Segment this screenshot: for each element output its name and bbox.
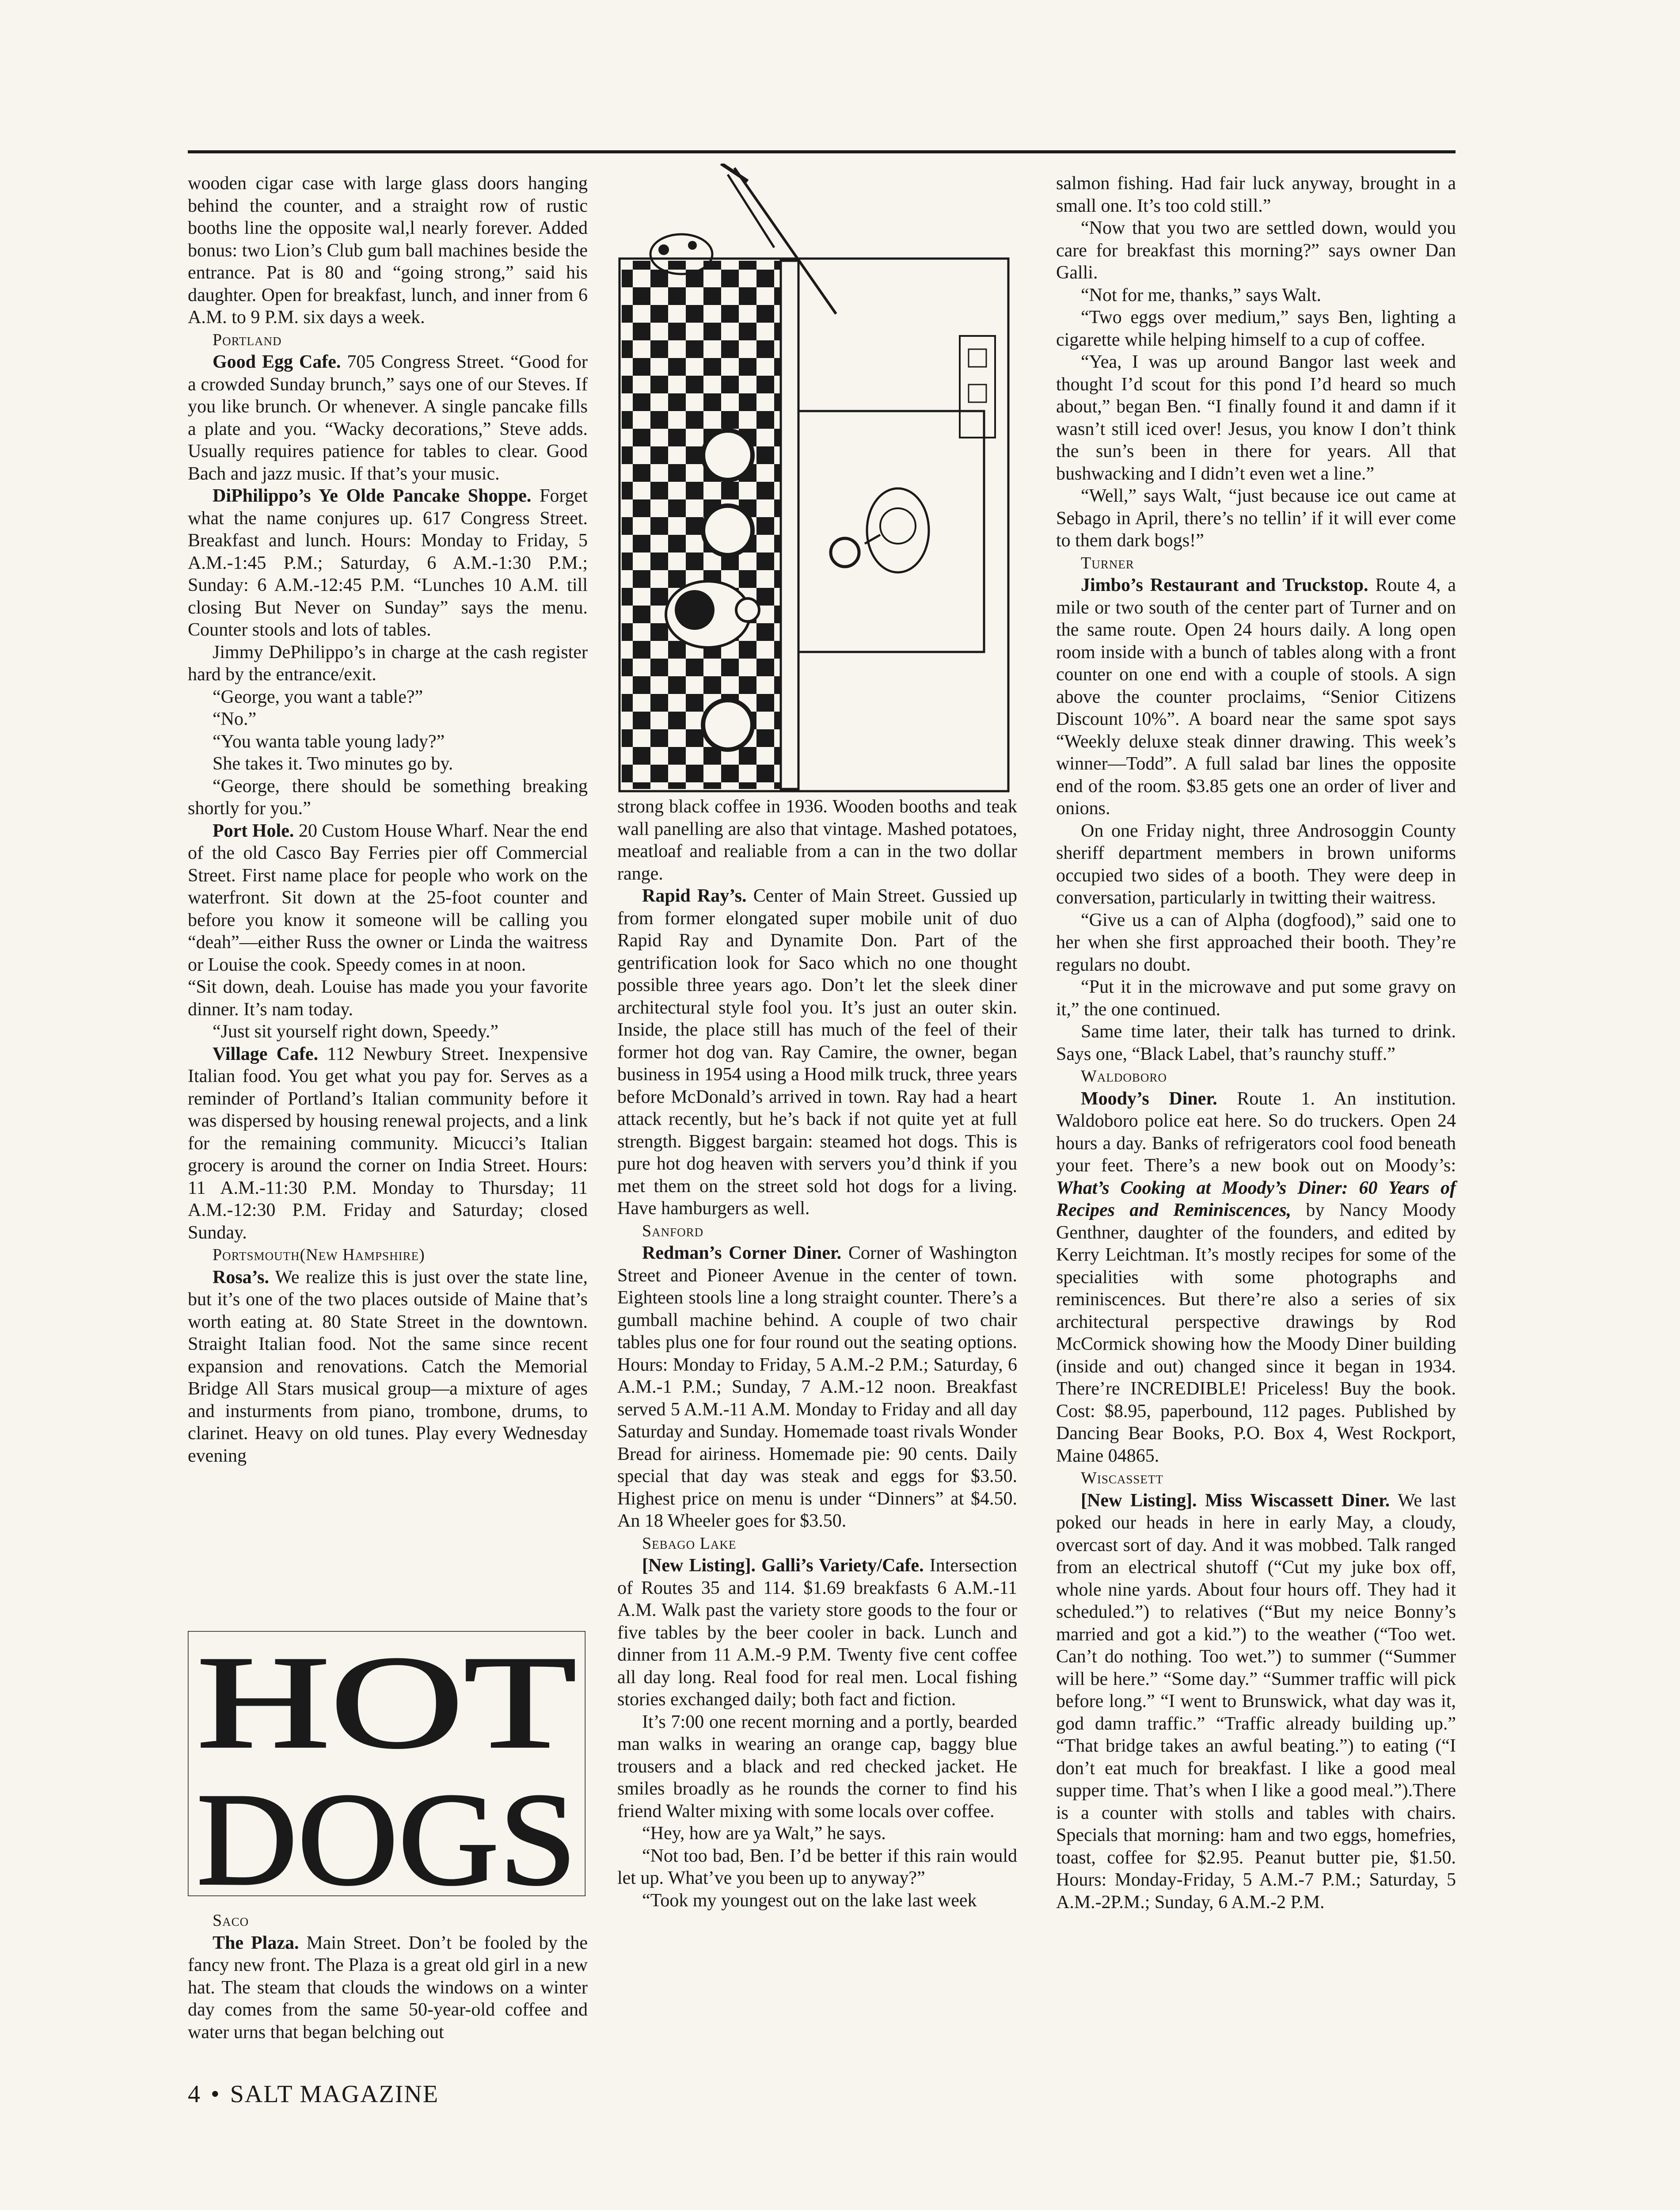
dialogue-line: “Not too bad, Ben. I’d be better if this rain would let up. What’ve you been up to anyway?” [617, 1845, 1017, 1888]
listing-moodys: Moody’s Diner. Route 1. An institution. Waldoboro police eat here. So do truckers. Open 24 hours a day. Banks of refrigerators cool food beneath your feet. There’s a new book out on Moody’s: What’s Cooking at Moody’s Diner: 60 Years of Recipes and Reminiscences, by Nancy Moody Genthner, daughter of the founders, and edited by Kerry Leichtman. It’s mostly recipes for some of the specialities with some photographs and reminiscences. But there’re also a series of six architectural perspective drawings by Rod McCormick showing how the Moody Diner building (inside and out) changed since it began in 1934. There’re INCREDIBLE! Priceless! Buy the book. Cost: $8.95, paperbound, 112 pages. Published by Dancing Bear Books, P.O. Box 4, West Rockport, Maine 04865. [1056, 1088, 1456, 1466]
paragraph: She takes it. Two minutes go by. [213, 754, 453, 774]
listing-miss-wiscassett: [New Listing]. Miss Wiscassett Diner. We last poked our heads in here in early May, a cloudy, overcast sort of day. And it was mobbed. Talk ranged from an electrical shutoff (“Cut my juke box off, whole nine yards. About four hours off. They had it scheduled.”) to relatives (“But my neice Bonny’s married and got a kid.”) to the weather (“Too wet. Can’t do nothing. Too wet.”) to summer (“Summer will be here.” “Some day.” “Summer traffic will pick before long.” “I went to Brunswick, what day was it, god damn traffic.” “Traffic already building up.” “That bridge takes an awful beating.”) to eating (“I don’t eat much for breakfast. I like a good meal supper time. That’s when I like a good meal.”).There is a counter with stolls and tables with chairs. Specials that morning: ham and two eggs, homefries, toast, coffee for $2.95. Peanut butter pie, $1.50. Hours: Monday-Friday, 5 A.M.-7 P.M.; Saturday, 5 A.M.-2P.M.; Sunday, 6 A.M.-2 P.M. [1056, 1490, 1456, 1913]
listing-rapid-rays: Rapid Ray’s. Center of Main Street. Gussied up from former elongated super mobile unit of duo Rapid Ray and Dynamite Don. Part of the gentrification look for Saco which no one thought possible three years ago. Don’t let the sleek diner architectural style fool you. It’s just an outer skin. Inside, the place still has much of the feel of their former hot dog van. Ray Camire, the owner, began business in 1954 using a Hood milk truck, three years before McDonald’s arrived in town. Ray had a heart attack recently, but he’s back if not quite yet at full strength. Biggest bargain: steamed hot dogs. This is pure hot dog heaven with servers you’d think if you met them on the street sold hot dogs for a living. Have hamburgers as well. [617, 886, 1018, 1219]
dialogue-line: “George, there should be something breaking shortly for you.” [188, 776, 588, 819]
intro-paragraph: wooden cigar case with large glass doors hanging behind the counter, and a straight row of rustic booths line the opposite wal,l nearly forever. Added bonus: two Lion’s Club gum ball machines beside the entrance. Pat is 80 and “going strong,” said his daughter. Open for breakfast, lunch, and inner from 6 A.M. to 9 P.M. six days a week. [188, 173, 588, 328]
paragraph: Jimmy DePhilippo’s in charge at the cash register hard by the entrance/exit. [188, 642, 588, 685]
listing-name: Moody’s Diner. [1081, 1088, 1217, 1109]
column-3 [1056, 172, 1456, 1913]
book-title: What’s Cooking at Moody’s Diner: 60 Years of Recipes and Reminiscences, [1056, 1177, 1456, 1220]
section-heading-portsmouth: Portsmouth(New Hampshire) [213, 1246, 425, 1264]
dialogue-line: “You wanta table young lady?” [213, 731, 445, 752]
dialogue-line: “Not for me, thanks,” says Walt. [1081, 285, 1322, 305]
column-1-saco [188, 1909, 588, 2043]
section-heading-wiscassett: Wiscassett [1081, 1469, 1163, 1487]
dialogue-line: “George, you want a table?” [213, 686, 423, 707]
page-number: 4 [188, 2080, 201, 2108]
listing-name: Jimbo’s Restaurant and Truckstop. [1081, 575, 1368, 595]
section-heading-sebago: Sebago Lake [642, 1534, 737, 1553]
listing-port-hole: Port Hole. 20 Custom House Wharf. Near the end of the old Casco Bay Ferries pier off Commercial Street. First name place for people who work on the waterfront. Sit down at the 25-foot counter and before you know it someone will be calling you “deah”—either Russ the owner or Linda the waitress or Louise the cook. Speedy comes in at noon. [188, 820, 588, 975]
listing-name: Port Hole. [213, 820, 294, 841]
listing-name: Redman’s Corner Diner. [642, 1243, 842, 1263]
listing-rosas: Rosa’s. We realize this is just over the state line, but it’s one of the two places outside of Maine that’s worth eating at. 80 State Street in the downtown. Straight Italian food. Not the same since recent expansion and renovations. Catch the Memorial Bridge All Stars musical group—a mixture of ages and insturments from piano, trombone, drums, to clarinet. Heavy on old tunes. Play every Wednesday evening [188, 1267, 588, 1466]
paragraph: It’s 7:00 one recent morning and a portly, bearded man walks in wearing an orange cap, baggy blue trousers and a black and red checked jacket. He smiles broadly as he rounds the corner to find his friend Walter mixing with some locals over coffee. [617, 1711, 1017, 1821]
dialogue-line: “Two eggs over medium,” says Ben, lighting a cigarette while helping himself to a cup of coffee. [1056, 307, 1456, 350]
hot-word: HOT [197, 1631, 577, 1776]
dialogue-line: “Give us a can of Alpha (dogfood),” said one to her when she first approached their booth. They’re regulars no doubt. [1056, 910, 1456, 975]
column-1 [188, 172, 588, 1467]
hot-dogs-title-graphic [188, 1631, 585, 1896]
dialogue-line: “Well,” says Walt, “just because ice out came at Sebago in April, there’s no tellin’ if it will ever come to them dark bogs!” [1056, 486, 1456, 551]
paragraph: salmon fishing. Had fair luck anyway, brought in a small one. It’s too cold still.” [1056, 173, 1456, 216]
listing-plaza: The Plaza. Main Street. Don’t be fooled by the fancy new front. The Plaza is a great old girl in a new hat. The steam that clouds the windows on a winter day comes from the same 50-year-old coffee and water urns that began belching out [188, 1932, 588, 2042]
section-heading-sanford: Sanford [642, 1221, 704, 1240]
magazine-name: SALT MAGAZINE [230, 2080, 439, 2108]
listing-name: The Plaza. [213, 1932, 299, 1953]
paragraph: Same time later, their talk has turned to drink. Says one, “Black Label, that’s raunchy stuff.” [1056, 1021, 1456, 1064]
listing-diphilippo: DiPhilippo’s Ye Olde Pancake Shoppe. Forget what the name conjures up. 617 Congress Street. Breakfast and lunch. Hours: Monday to Friday, 5 A.M.-1:45 P.M.; Saturday, 6 A.M.-1:30 P.M.; Sunday: 6 A.M.-12:45 P.M. “Lunches 10 A.M. till closing But Never on Sunday” says the menu. Counter stools and lots of tables. [188, 486, 588, 640]
paragraph: strong black coffee in 1936. Wooden booths and teak wall panelling are also that vintage. Mashed potatoes, meatloaf and realiable from a can in the two dollar range. [617, 796, 1017, 884]
listing-name: Rosa’s. [213, 1267, 269, 1288]
listing-name: [New Listing]. Miss Wiscassett Diner. [1081, 1490, 1390, 1511]
listing-jimbos: Jimbo’s Restaurant and Truckstop. Route 4, a mile or two south of the center part of Turner and on the same route. Open 24 hours daily. A long open room inside with a bunch of tables along with a front counter on one end with a couple of stools. A sign above the counter proclaims, “Senior Citizens Discount 10%”. A board near the same spot says “Weekly deluxe steak dinner drawing. This week’s winner—Todd”. A full salad bar lines the opposite end of the room. $3.85 gets one an order of liver and onions. [1056, 575, 1456, 819]
column-2 [617, 796, 1017, 1912]
listing-name: DiPhilippo’s Ye Olde Pancake Shoppe. [213, 486, 532, 506]
listing-gallis: [New Listing]. Galli’s Variety/Cafe. Intersection of Routes 35 and 114. $1.69 breakfasts 6 A.M.-11 A.M. Walk past the variety store goods to the four or five tables by the beer cooler in back. Lunch and dinner from 11 A.M.-9 P.M. Twenty five cent coffee all day long. Real food for real men. Local fishing stories exchanged daily; both fact and fiction. [617, 1555, 1017, 1710]
diner-illustration [615, 164, 1022, 793]
listing-name: [New Listing]. Galli’s Variety/Cafe. [642, 1555, 924, 1576]
dialogue-line: “Sit down, deah. Louise has made you your favorite dinner. It’s nam today. [188, 977, 588, 1020]
section-heading-waldoboro: Waldoboro [1081, 1067, 1167, 1086]
paragraph: On one Friday night, three Androsoggin County sheriff department members in brown uniforms occupied two sides of a booth. They were deep in conversation, particularly in twitting their waitress. [1056, 820, 1456, 908]
dialogue-line: “Now that you two are settled down, would you care for breakfast this morning?” says owner Dan Galli. [1056, 218, 1456, 283]
section-heading-portland: Portland [213, 330, 282, 349]
section-heading-saco: Saco [213, 1911, 249, 1930]
dialogue-line: “Just sit yourself right down, Speedy.” [213, 1021, 499, 1042]
dialogue-line: “Took my youngest out on the lake last week [642, 1890, 977, 1911]
dialogue-line: “Hey, how are ya Walt,” he says. [642, 1823, 886, 1844]
listing-village-cafe: Village Cafe. 112 Newbury Street. Inexpensive Italian food. You get what you pay for. Serves as a reminder of Portland’s Italian community before it was dispersed by housing renewal projects, and a link for the remaining community. Micucci’s Italian grocery is around the corner on India Street. Hours: 11 A.M.-11:30 P.M. Monday to Thursday; 11 A.M.-12:30 P.M. Friday and Saturday; closed Sunday. [188, 1044, 588, 1243]
page-footer [188, 2080, 439, 2108]
dogs-word: DOGS [197, 1766, 577, 1896]
listing-name: Good Egg Cafe. [213, 352, 341, 372]
listing-name: Rapid Ray’s. [642, 886, 747, 906]
bullet-separator: • [211, 2080, 220, 2108]
top-rule [188, 150, 1456, 153]
section-heading-turner: Turner [1081, 553, 1134, 572]
dialogue-line: “No.” [213, 709, 257, 729]
listing-name: Village Cafe. [213, 1044, 319, 1064]
dialogue-line: “Put it in the microwave and put some gravy on it,” the one continued. [1056, 977, 1456, 1020]
dialogue-line: “Yea, I was up around Bangor last week and thought I’d scout for this pond I’d heard so much about,” began Ben. “I finally found it and damn if it wasn’t still iced over! Jesus, you know I don’t think the sun’s been in there for years. All that bushwacking and I didn’t even wet a line.” [1056, 352, 1456, 484]
listing-redmans: Redman’s Corner Diner. Corner of Washington Street and Pioneer Avenue in the center of town. Eighteen stools line a long straight counter. There’s a gumball machine behind. A couple of two chair tables plus one for four round out the seating options. Hours: Monday to Friday, 5 A.M.-2 P.M.; Saturday, 6 A.M.-1 P.M.; Sunday, 7 A.M.-12 noon. Breakfast served 5 A.M.-11 A.M. Monday to Friday and all day Saturday and Sunday. Homemade toast rivals Wonder Bread for airiness. Homemade pie: 90 cents. Daily special that day was steak and eggs for $3.50. Highest price on menu is under “Dinners” at $4.50. An 18 Wheeler goes for $3.50. [617, 1243, 1017, 1531]
listing-good-egg: Good Egg Cafe. 705 Congress Street. “Good for a crowded Sunday brunch,” says one of our Steves. If you like brunch. Or whenever. A single pancake fills a plate and you. “Wacky decorations,” Steve adds. Usually requires patience for tables to clear. Good Bach and jazz music. If that’s your music. [188, 352, 588, 484]
